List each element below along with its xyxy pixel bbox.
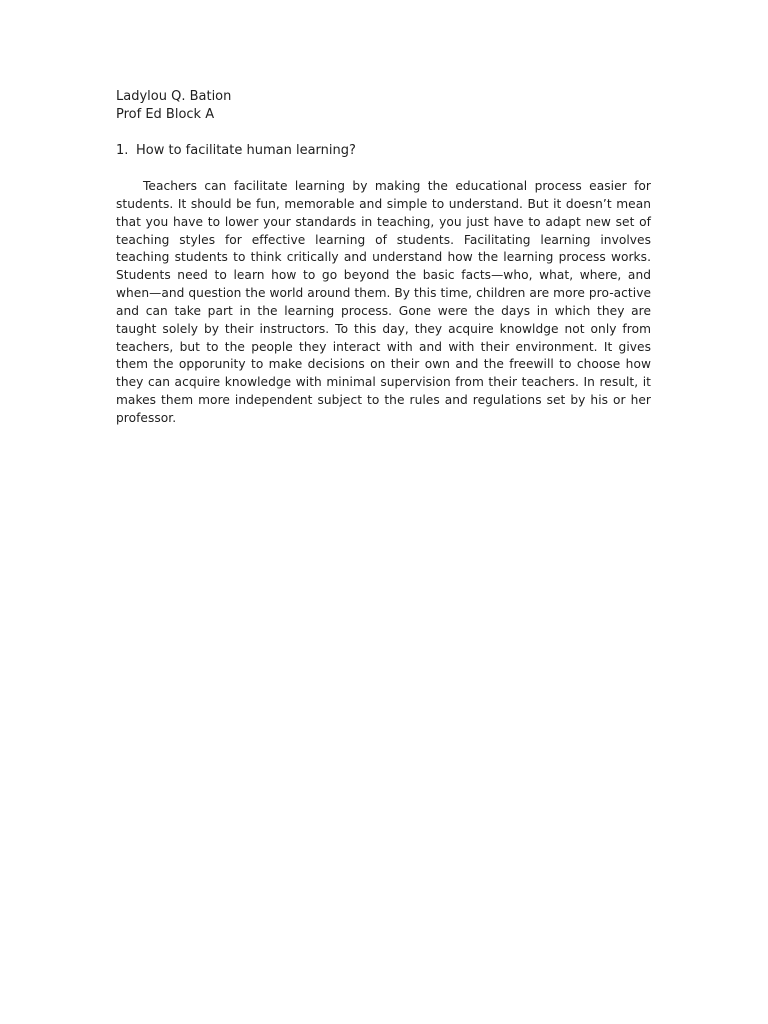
author-name: Ladylou Q. Bation xyxy=(116,89,232,104)
question-text: How to facilitate human learning? xyxy=(136,143,356,158)
document-content xyxy=(116,88,651,428)
answer-paragraph: Teachers can facilitate learning by making the educational process easier for students. It should be fun, memorable and simple to understand. But it doesn’t mean that you have to lower your standards in teaching, you just have to adapt new set of teaching styles for effective learning of students. Facilitating learning involves teaching students to think critically and understand how the learning process works. Students need to learn how to go beyond the basic facts—who, what, where, and when—and question the world around them. By this time, children are more pro-active and can take part in the learning process. Gone were the days in which they are taught solely by their instructors. To this day, they acquire knowldge not only from teachers, but to the people they interact with and with their environment. It gives them the opporunity to make decisions on their own and the freewill to choose how they can acquire knowledge with minimal supervision from their teachers. In result, it makes them more independent subject to the rules and regulations set by his or her professor. xyxy=(116,179,651,425)
question-number: 1. xyxy=(116,143,129,158)
course-section: Prof Ed Block A xyxy=(116,107,215,122)
question-line xyxy=(116,142,651,160)
